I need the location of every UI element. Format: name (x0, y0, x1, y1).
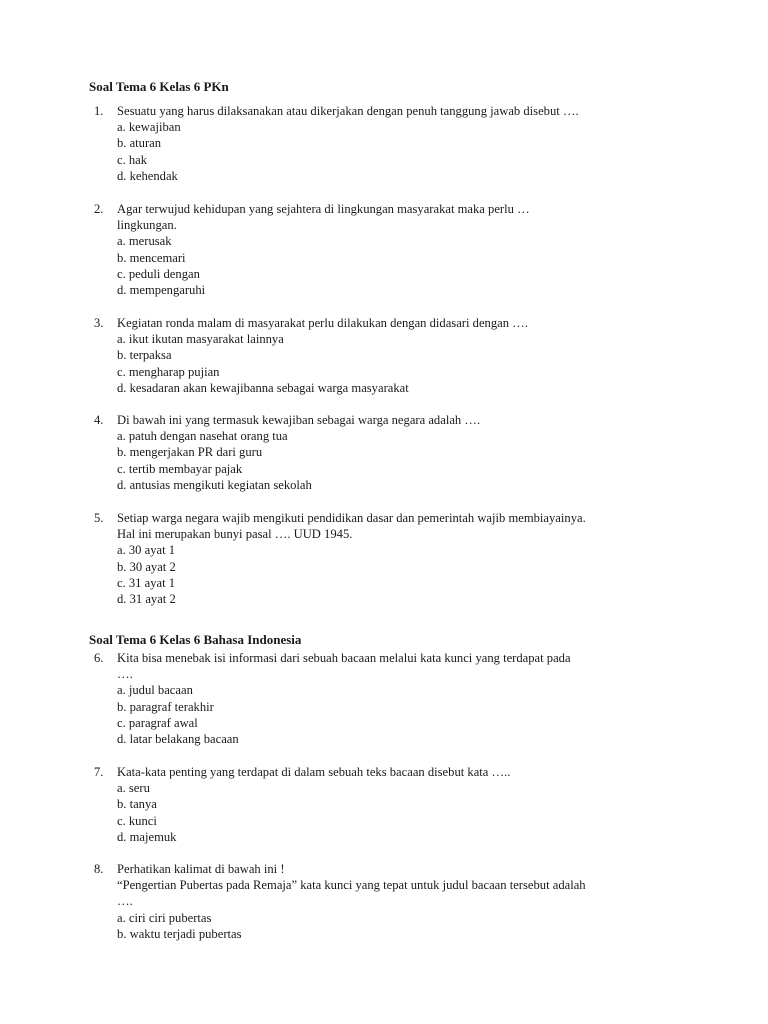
answer-option: c. peduli dengan (117, 266, 200, 281)
question-text: Kita bisa menebak isi informasi dari sebuah bacaan melalui kata kunci yang terdapat pada (117, 651, 571, 665)
answer-option: a. merusak (117, 234, 172, 249)
question-text: Sesuatu yang harus dilaksanakan atau dikerjakan dengan penuh tanggung jawab disebut …. (117, 104, 579, 118)
question-7 (94, 764, 694, 845)
question-number: 3. (94, 316, 104, 330)
question-text: Kegiatan ronda malam di masyarakat perlu dilakukan dengan didasari dengan …. (117, 316, 528, 330)
answer-option: b. terpaksa (117, 348, 172, 363)
question-number: 6. (94, 651, 104, 665)
answer-option: b. tanya (117, 797, 157, 812)
answer-option: a. 30 ayat 1 (117, 543, 176, 558)
question-3 (94, 315, 694, 396)
answer-option: a. patuh dengan nasehat orang tua (117, 429, 288, 444)
answer-option: b. mengerjakan PR dari guru (117, 445, 263, 460)
question-5 (94, 510, 694, 607)
answer-option: b. mencemari (117, 250, 186, 265)
question-2 (94, 201, 694, 298)
question-text: …. (117, 667, 133, 682)
answer-option: b. waktu terjadi pubertas (117, 926, 242, 941)
question-4 (94, 412, 694, 493)
answer-option: a. kewajiban (117, 120, 181, 135)
question-text: Agar terwujud kehidupan yang sejahtera di lingkungan masyarakat maka perlu … (117, 202, 530, 216)
question-8 (94, 861, 694, 942)
answer-option: c. paragraf awal (117, 715, 198, 730)
answer-option: a. seru (117, 781, 150, 796)
question-number: 1. (94, 104, 104, 118)
answer-option: d. kesadaran akan kewajibanna sebagai warga masyarakat (117, 380, 409, 395)
answer-option: d. 31 ayat 2 (117, 591, 176, 606)
answer-option: d. kehendak (117, 168, 178, 183)
question-text: Di bawah ini yang termasuk kewajiban sebagai warga negara adalah …. (117, 413, 481, 427)
answer-option: c. mengharap pujian (117, 364, 220, 379)
answer-option: d. antusias mengikuti kegiatan sekolah (117, 477, 312, 492)
question-number: 2. (94, 202, 104, 216)
answer-option: c. kunci (117, 813, 157, 828)
question-6 (94, 650, 694, 747)
answer-option: b. aturan (117, 136, 162, 151)
question-number: 4. (94, 413, 104, 427)
question-text: lingkungan. (117, 218, 177, 233)
question-text: Perhatikan kalimat di bawah ini ! (117, 862, 285, 876)
question-text: Setiap warga negara wajib mengikuti pendidikan dasar dan pemerintah wajib membiayainya. (117, 511, 586, 525)
answer-option: c. hak (117, 152, 148, 167)
answer-option: a. ciri ciri pubertas (117, 910, 212, 925)
question-number: 7. (94, 765, 104, 779)
answer-option: c. 31 ayat 1 (117, 575, 176, 590)
question-text: Hal ini merupakan bunyi pasal …. UUD 1945. (117, 527, 353, 542)
answer-option: b. 30 ayat 2 (117, 559, 176, 574)
question-number: 5. (94, 511, 104, 525)
answer-option: b. paragraf terakhir (117, 699, 214, 714)
section-title-bahasa-indonesia: Soal Tema 6 Kelas 6 Bahasa Indonesia (89, 632, 302, 647)
question-text: “Pengertian Pubertas pada Remaja” kata kunci yang tepat untuk judul bacaan tersebut adalah (117, 878, 586, 893)
question-text: Kata-kata penting yang terdapat di dalam sebuah teks bacaan disebut kata ….. (117, 765, 511, 779)
answer-option: a. judul bacaan (117, 683, 193, 698)
question-text: …. (117, 894, 133, 909)
section-title-pkn: Soal Tema 6 Kelas 6 PKn (89, 79, 229, 94)
answer-option: d. mempengaruhi (117, 282, 206, 297)
answer-option: c. tertib membayar pajak (117, 461, 243, 476)
answer-option: d. majemuk (117, 829, 177, 844)
question-number: 8. (94, 862, 104, 876)
answer-option: a. ikut ikutan masyarakat lainnya (117, 332, 284, 347)
question-1 (94, 103, 694, 184)
answer-option: d. latar belakang bacaan (117, 731, 239, 746)
